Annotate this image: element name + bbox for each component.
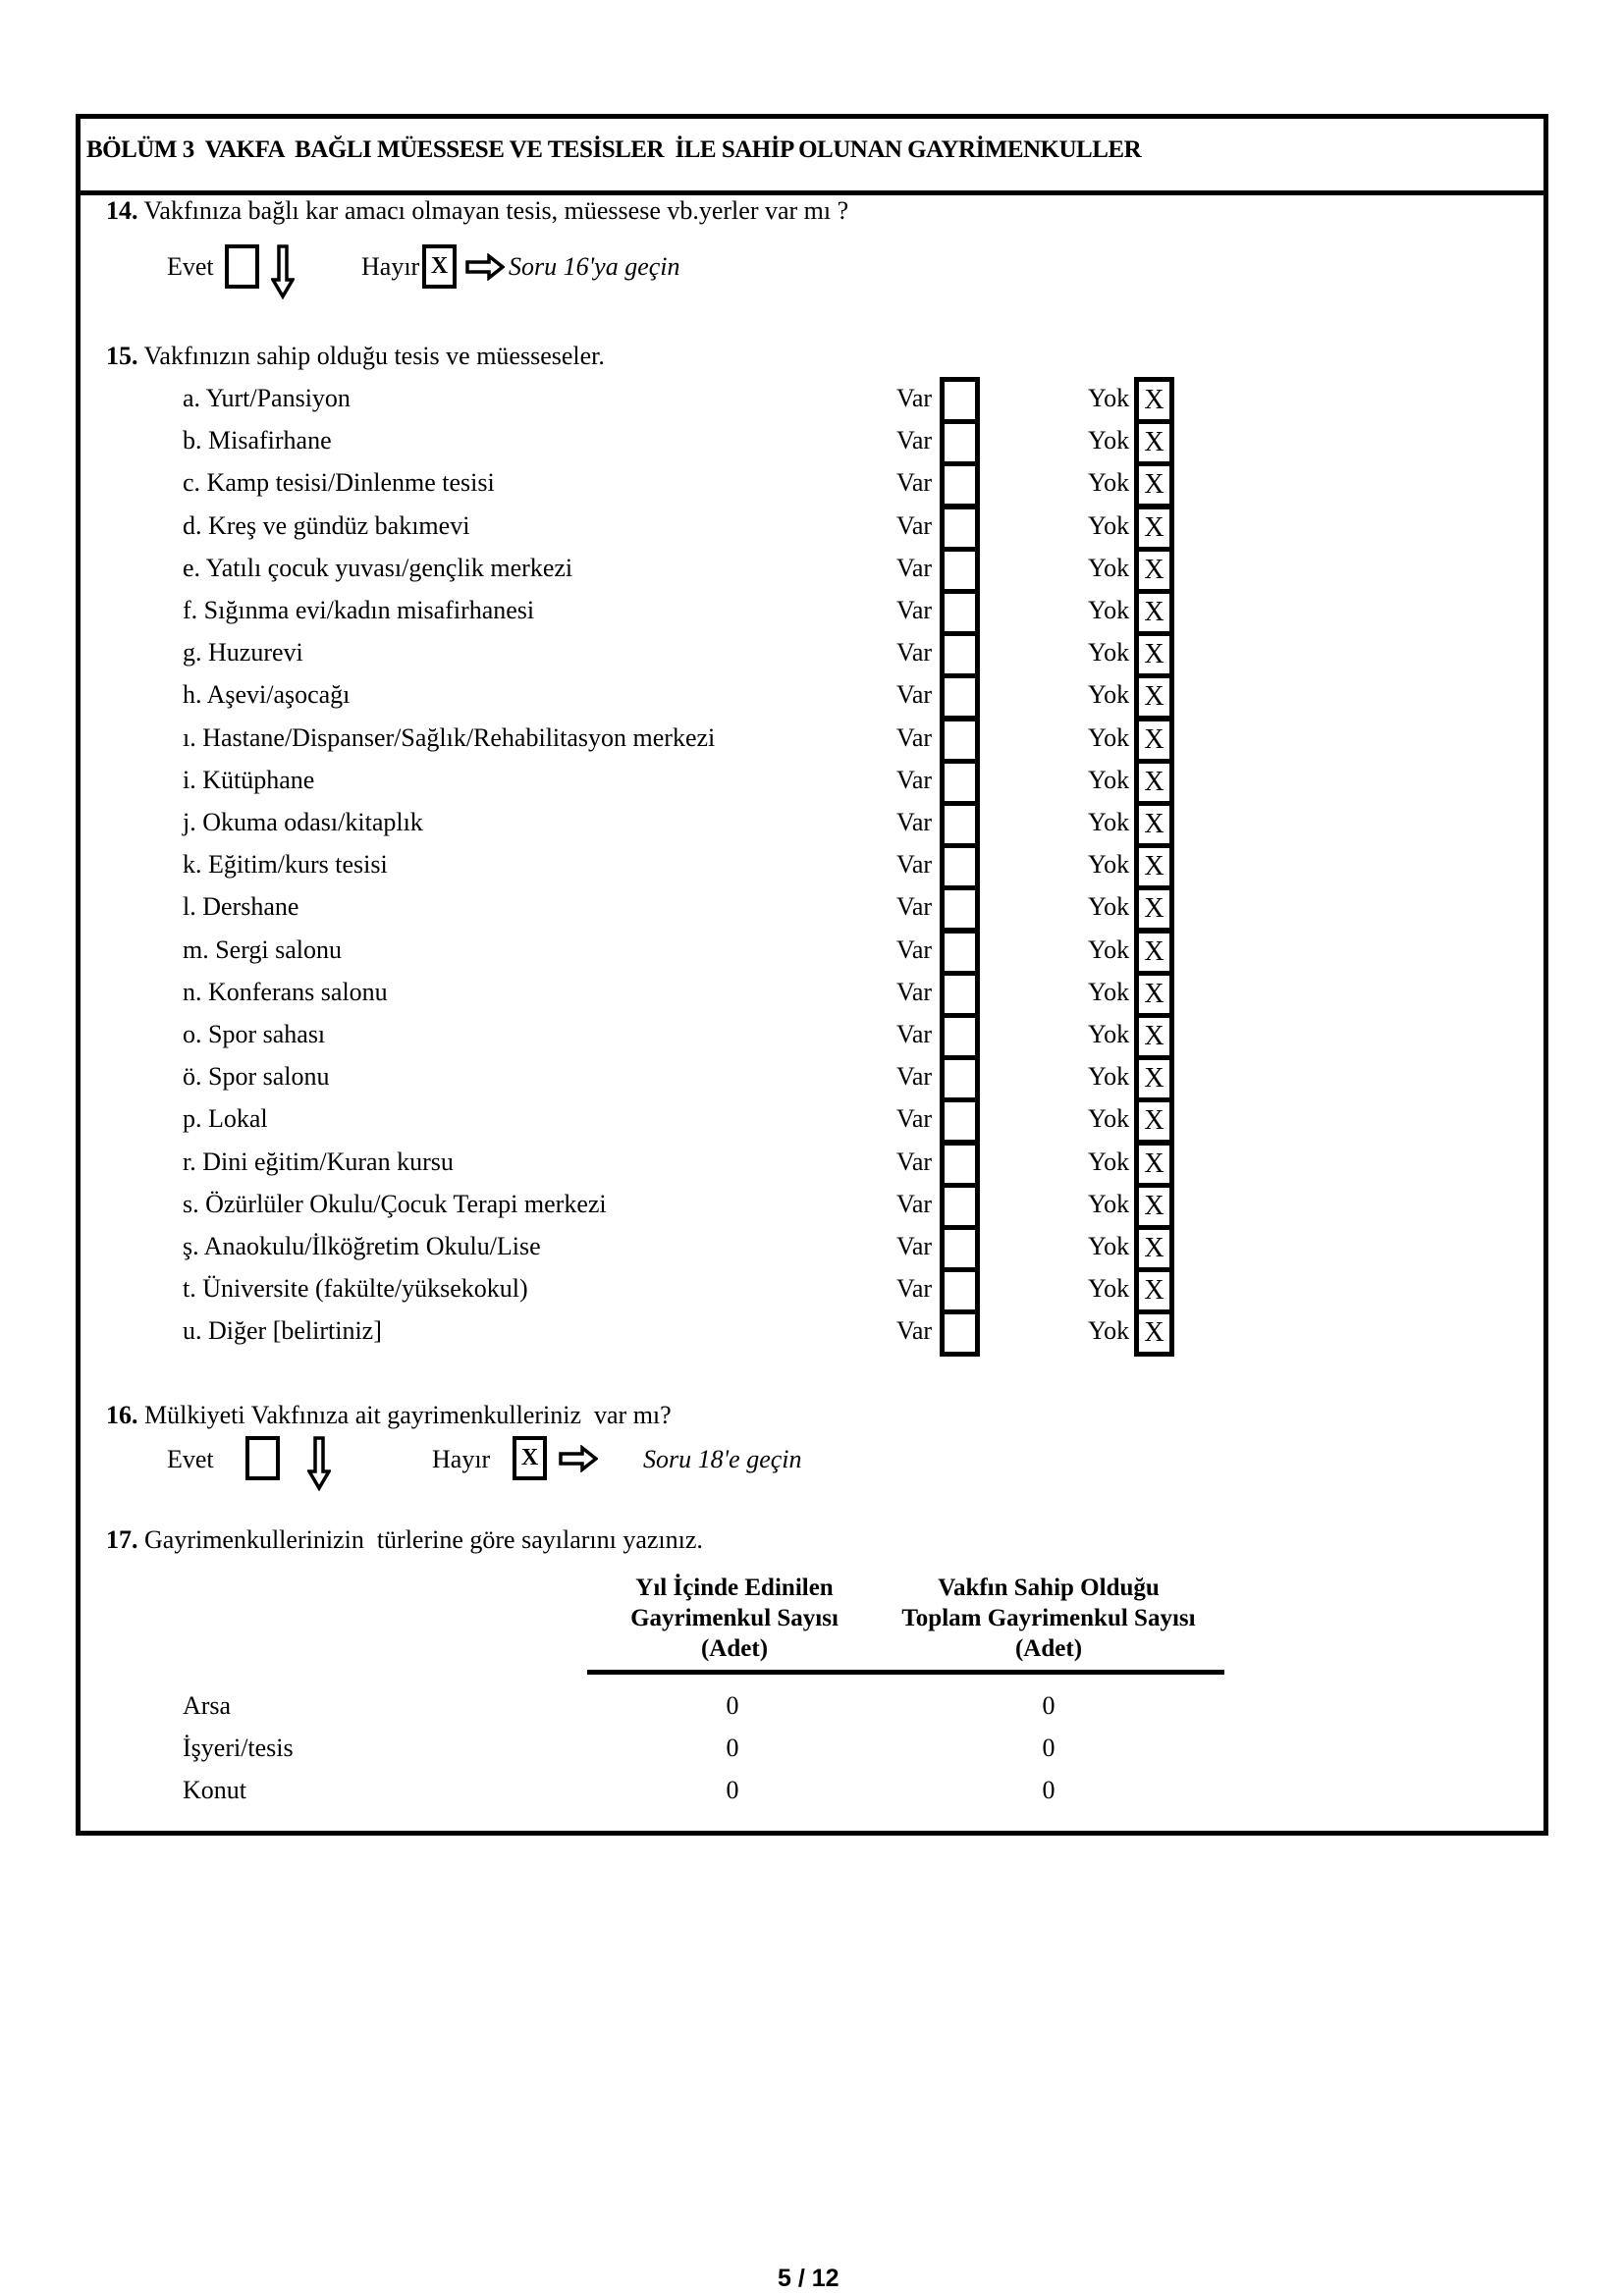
var-label: Var — [896, 1104, 933, 1133]
yok-label: Yok — [1088, 1274, 1130, 1303]
facility-item-label: j. Okuma odası/kitaplık — [183, 808, 423, 836]
question-number: 14. — [106, 196, 138, 225]
total-count-cell[interactable]: 0 — [1042, 1734, 1056, 1762]
var-label: Var — [896, 892, 933, 921]
arrow-right-icon — [465, 253, 505, 281]
var-checkbox[interactable] — [940, 801, 980, 848]
yok-label: Yok — [1088, 978, 1130, 1006]
var-checkbox[interactable] — [940, 843, 980, 890]
facility-item-label: l. Dershane — [183, 892, 299, 921]
yok-label: Yok — [1088, 1316, 1130, 1345]
q14-no-checkbox[interactable]: X — [422, 244, 457, 289]
property-type-label: İşyeri/tesis — [183, 1734, 294, 1762]
header-line: Vakfın Sahip Olduğu — [938, 1575, 1160, 1601]
table-header-rule — [587, 1670, 1224, 1675]
yok-label: Yok — [1088, 1104, 1130, 1133]
yok-checkbox[interactable]: X — [1134, 971, 1174, 1018]
yok-label: Yok — [1088, 850, 1130, 879]
yok-checkbox[interactable]: X — [1134, 1141, 1174, 1188]
column-header-total — [882, 1573, 1216, 1664]
question-text: Gayrimenkullerinizin türlerine göre sayılarını yazınız. — [137, 1525, 703, 1554]
header-line: Gayrimenkul Sayısı — [630, 1605, 839, 1631]
yok-checkbox[interactable]: X — [1134, 929, 1174, 976]
arrow-right-icon — [559, 1445, 598, 1472]
var-label: Var — [896, 596, 933, 624]
var-checkbox[interactable] — [940, 1055, 980, 1102]
var-checkbox[interactable] — [940, 717, 980, 764]
yok-checkbox[interactable]: X — [1134, 461, 1174, 508]
facility-item-label: g. Huzurevi — [183, 638, 303, 667]
yok-label: Yok — [1088, 384, 1130, 412]
yok-checkbox[interactable]: X — [1134, 589, 1174, 636]
arrow-down-icon — [307, 1436, 331, 1491]
yok-label: Yok — [1088, 596, 1130, 624]
yok-checkbox[interactable]: X — [1134, 843, 1174, 890]
yok-label: Yok — [1088, 1190, 1130, 1218]
column-header-acquired — [587, 1573, 882, 1664]
yok-checkbox[interactable]: X — [1134, 759, 1174, 806]
yok-label: Yok — [1088, 426, 1130, 454]
question-14 — [106, 196, 848, 226]
facility-item-label: s. Özürlüler Okulu/Çocuk Terapi merkezi — [183, 1190, 607, 1218]
facility-item-label: ö. Spor salonu — [183, 1062, 330, 1091]
yok-checkbox[interactable]: X — [1134, 717, 1174, 764]
var-label: Var — [896, 384, 933, 412]
header-line: Yıl İçinde Edinilen — [635, 1575, 834, 1601]
total-count-cell[interactable]: 0 — [1042, 1776, 1056, 1804]
var-label: Var — [896, 935, 933, 964]
var-label: Var — [896, 680, 933, 709]
var-checkbox[interactable] — [940, 461, 980, 508]
yok-checkbox[interactable]: X — [1134, 1097, 1174, 1145]
yok-checkbox[interactable]: X — [1134, 1013, 1174, 1060]
property-type-label: Konut — [183, 1776, 246, 1804]
question-16 — [106, 1401, 672, 1430]
facility-item-label: m. Sergi salonu — [183, 935, 343, 964]
var-label: Var — [896, 978, 933, 1006]
question-text: Vakfınızın sahip olduğu tesis ve müesseseler. — [137, 342, 605, 370]
question-number: 16. — [106, 1401, 138, 1429]
var-checkbox[interactable] — [940, 885, 980, 933]
arrow-down-icon — [271, 244, 295, 299]
yok-checkbox[interactable]: X — [1134, 419, 1174, 466]
yok-label: Yok — [1088, 1232, 1130, 1260]
facility-item-label: a. Yurt/Pansiyon — [183, 384, 351, 412]
var-label: Var — [896, 1274, 933, 1303]
var-checkbox[interactable] — [940, 377, 980, 424]
yok-checkbox[interactable]: X — [1134, 377, 1174, 424]
facility-item-label: c. Kamp tesisi/Dinlenme tesisi — [183, 468, 495, 497]
var-checkbox[interactable] — [940, 631, 980, 678]
yok-checkbox[interactable]: X — [1134, 673, 1174, 721]
yok-label: Yok — [1088, 554, 1130, 582]
header-line: Toplam Gayrimenkul Sayısı — [901, 1605, 1196, 1631]
facility-item-label: k. Eğitim/kurs tesisi — [183, 850, 388, 879]
q16-no-checkbox[interactable]: X — [513, 1436, 547, 1480]
q14-yes-label: Evet — [167, 252, 214, 281]
yok-checkbox[interactable]: X — [1134, 1055, 1174, 1102]
yok-checkbox[interactable]: X — [1134, 1183, 1174, 1230]
yok-label: Yok — [1088, 638, 1130, 667]
var-label: Var — [896, 850, 933, 879]
header-line: (Adet) — [700, 1635, 769, 1662]
q16-no-label: Hayır — [432, 1445, 491, 1473]
var-checkbox[interactable] — [940, 971, 980, 1018]
var-checkbox[interactable] — [940, 1097, 980, 1145]
var-checkbox[interactable] — [940, 1183, 980, 1230]
yok-label: Yok — [1088, 680, 1130, 709]
question-text: Mülkiyeti Vakfınıza ait gayrimenkulleriniz var mı? — [137, 1401, 672, 1429]
facility-item-label: h. Aşevi/aşocağı — [183, 680, 351, 709]
var-checkbox[interactable] — [940, 1013, 980, 1060]
property-type-label: Arsa — [183, 1691, 232, 1720]
yok-checkbox[interactable]: X — [1134, 547, 1174, 594]
var-label: Var — [896, 1020, 933, 1048]
yok-checkbox[interactable]: X — [1134, 885, 1174, 933]
facility-item-label: ş. Anaokulu/İlköğretim Okulu/Lise — [183, 1232, 541, 1260]
var-label: Var — [896, 1062, 933, 1091]
yok-checkbox[interactable]: X — [1134, 1225, 1174, 1272]
question-15 — [106, 342, 605, 371]
yok-label: Yok — [1088, 1148, 1130, 1176]
yok-checkbox[interactable]: X — [1134, 1309, 1174, 1357]
yok-label: Yok — [1088, 935, 1130, 964]
header-line: (Adet) — [1014, 1635, 1083, 1662]
var-label: Var — [896, 1232, 933, 1260]
facility-item-label: b. Misafirhane — [183, 426, 332, 454]
yok-checkbox[interactable]: X — [1134, 631, 1174, 678]
var-label: Var — [896, 1316, 933, 1345]
var-label: Var — [896, 638, 933, 667]
yok-label: Yok — [1088, 808, 1130, 836]
page-number: 5 / 12 — [778, 2265, 839, 2292]
var-checkbox[interactable] — [940, 505, 980, 552]
var-checkbox[interactable] — [940, 419, 980, 466]
facility-item-label: t. Üniversite (fakülte/yüksekokul) — [183, 1274, 528, 1303]
var-checkbox[interactable] — [940, 1309, 980, 1357]
var-label: Var — [896, 468, 933, 497]
q14-skip-instruction: Soru 16'ya geçin — [509, 252, 680, 281]
var-label: Var — [896, 808, 933, 836]
facility-item-label: o. Spor sahası — [183, 1020, 326, 1048]
question-number: 17. — [106, 1525, 138, 1554]
var-checkbox[interactable] — [940, 929, 980, 976]
var-checkbox[interactable] — [940, 1267, 980, 1314]
var-label: Var — [896, 1148, 933, 1176]
yok-label: Yok — [1088, 766, 1130, 794]
var-label: Var — [896, 426, 933, 454]
facility-item-label: i. Kütüphane — [183, 766, 315, 794]
var-label: Var — [896, 766, 933, 794]
q14-yes-checkbox[interactable] — [225, 244, 259, 289]
question-text: Vakfınıza bağlı kar amacı olmayan tesis, müessese vb.yerler var mı ? — [137, 196, 849, 225]
acquired-count-cell[interactable]: 0 — [726, 1691, 739, 1720]
facility-item-label: r. Dini eğitim/Kuran kursu — [183, 1148, 454, 1176]
total-count-cell[interactable]: 0 — [1042, 1691, 1056, 1720]
var-checkbox[interactable] — [940, 589, 980, 636]
facility-item-label: d. Kreş ve gündüz bakımevi — [183, 511, 470, 540]
var-label: Var — [896, 723, 933, 752]
yok-checkbox[interactable]: X — [1134, 1267, 1174, 1314]
acquired-count-cell[interactable]: 0 — [726, 1734, 739, 1762]
yok-label: Yok — [1088, 1062, 1130, 1091]
facility-item-label: p. Lokal — [183, 1104, 268, 1133]
facility-item-label: u. Diğer [belirtiniz] — [183, 1316, 382, 1345]
question-number: 15. — [106, 342, 138, 370]
var-label: Var — [896, 554, 933, 582]
facility-item-label: f. Sığınma evi/kadın misafirhanesi — [183, 596, 535, 624]
yok-label: Yok — [1088, 511, 1130, 540]
q16-yes-label: Evet — [167, 1445, 214, 1473]
var-checkbox[interactable] — [940, 673, 980, 721]
acquired-count-cell[interactable]: 0 — [726, 1776, 739, 1804]
var-checkbox[interactable] — [940, 1141, 980, 1188]
yok-label: Yok — [1088, 468, 1130, 497]
yok-label: Yok — [1088, 892, 1130, 921]
q16-yes-checkbox[interactable] — [245, 1436, 280, 1480]
facility-item-label: n. Konferans salonu — [183, 978, 388, 1006]
var-checkbox[interactable] — [940, 547, 980, 594]
var-label: Var — [896, 1190, 933, 1218]
question-17 — [106, 1525, 703, 1555]
facility-item-label: ı. Hastane/Dispanser/Sağlık/Rehabilitasyon merkezi — [183, 723, 716, 752]
yok-checkbox[interactable]: X — [1134, 801, 1174, 848]
facility-item-label: e. Yatılı çocuk yuvası/gençlik merkezi — [183, 554, 573, 582]
var-checkbox[interactable] — [940, 1225, 980, 1272]
q14-no-label: Hayır — [361, 252, 420, 281]
yok-label: Yok — [1088, 723, 1130, 752]
q16-skip-instruction: Soru 18'e geçin — [643, 1445, 802, 1473]
var-label: Var — [896, 511, 933, 540]
yok-checkbox[interactable]: X — [1134, 505, 1174, 552]
section-title: BÖLÜM 3 VAKFA BAĞLI MÜESSESE VE TESİSLER İLE SAHİP OLUNAN GAYRİMENKULLER — [86, 136, 1142, 163]
yok-label: Yok — [1088, 1020, 1130, 1048]
var-checkbox[interactable] — [940, 759, 980, 806]
